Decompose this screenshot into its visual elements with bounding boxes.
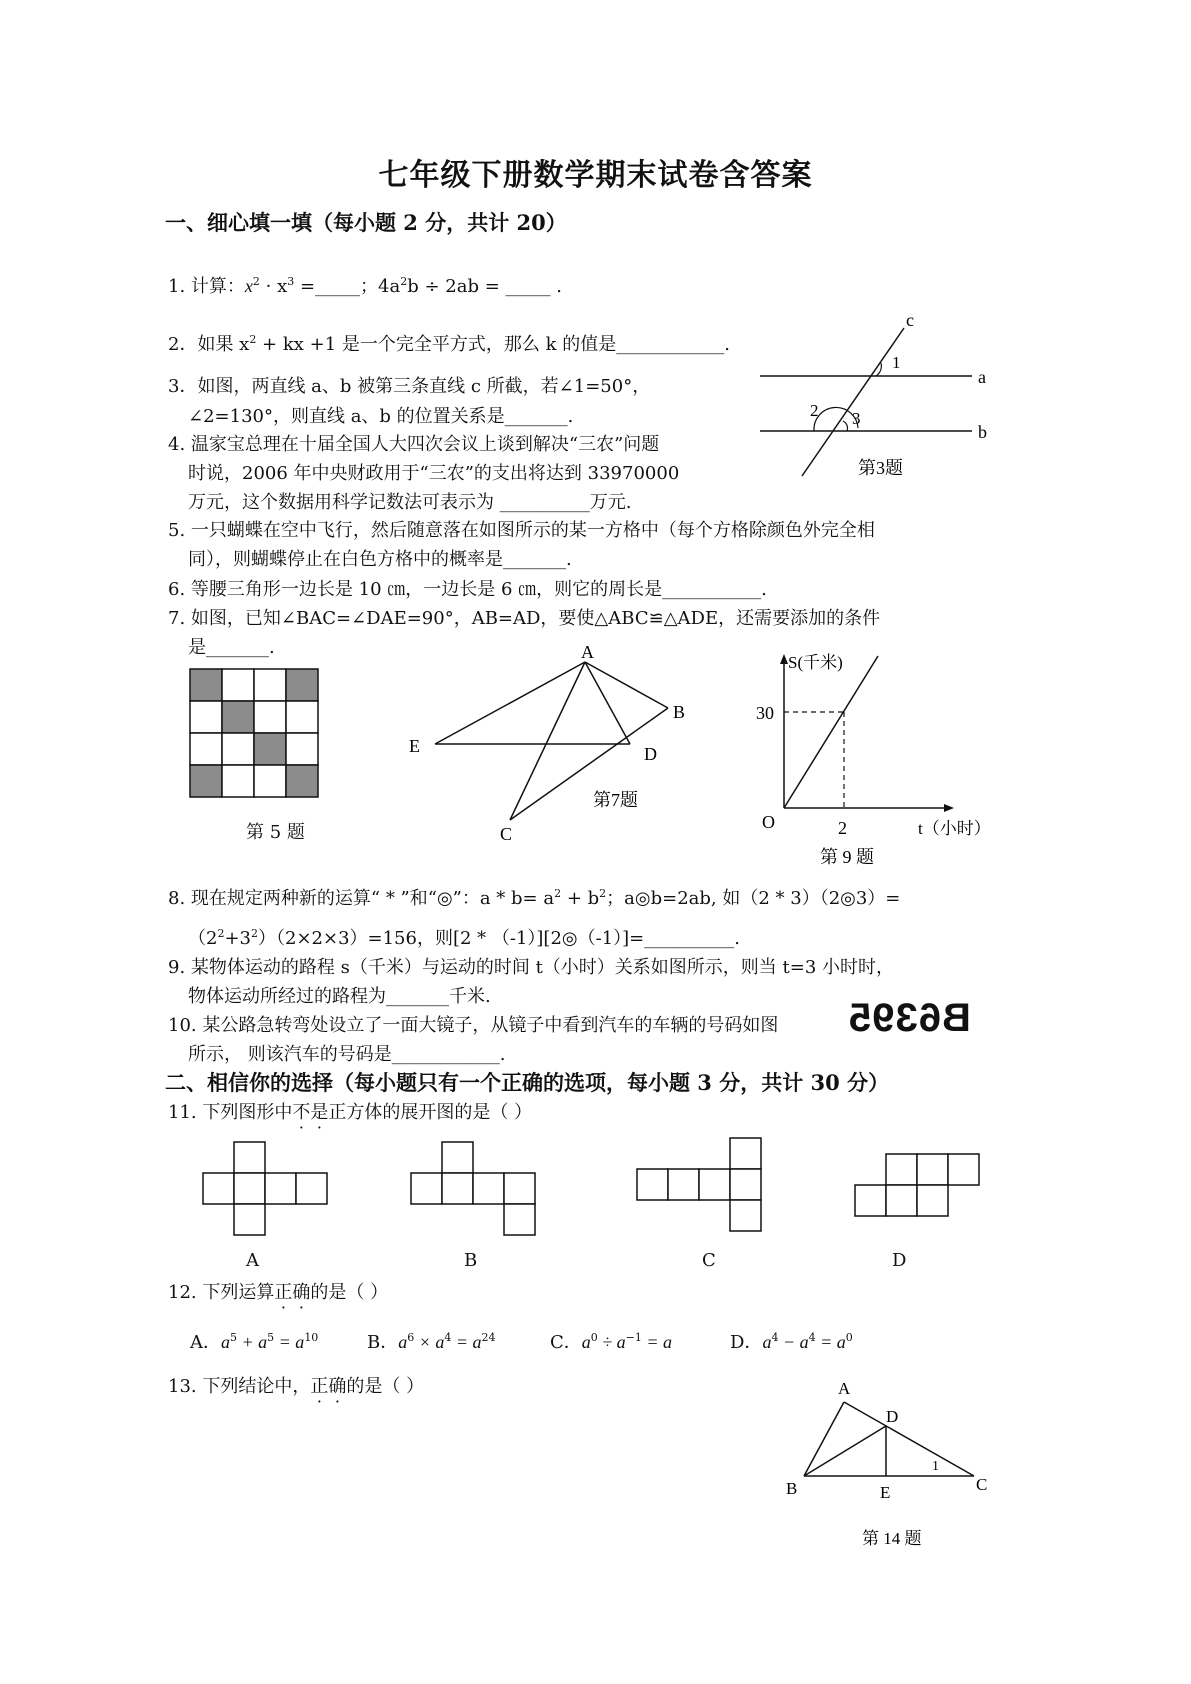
fig9-origin: O — [762, 812, 775, 832]
q13-emph-2: 确 — [328, 1376, 347, 1397]
option-label-C[interactable]: C — [702, 1250, 716, 1271]
option-label-A[interactable]: A — [246, 1250, 259, 1271]
fig7-caption: 第7题 — [593, 790, 638, 810]
option-label-B[interactable]: B — [464, 1250, 478, 1271]
q8-c: ；a◎b=2ab, 如（2 * 3）（2◎3）= — [606, 888, 901, 909]
net-D-square — [886, 1185, 917, 1216]
q12-a: 12. 下列运算 — [168, 1282, 275, 1303]
grid-cell — [286, 765, 318, 797]
fig3-caption: 第3题 — [858, 458, 903, 478]
fig14-label-C: C — [976, 1475, 988, 1494]
q1-blank1: =_____； — [294, 276, 379, 297]
net-B-square — [442, 1173, 473, 1204]
question-8-line-1 — [168, 884, 900, 910]
question-4-line-2: 时说，2006 年中央财政用于“三农”的支出将达到 33970000 — [188, 463, 680, 484]
fig7-label-D: D — [644, 744, 657, 764]
q13-a: 13. 下列结论中， — [168, 1376, 311, 1397]
net-C-square — [699, 1169, 730, 1200]
question-5-line-2: 同），则蝴蝶停止在白色方格中的概率是_______. — [188, 549, 572, 570]
q8-b: + b — [561, 888, 600, 909]
q8-exp3: 2 — [217, 927, 225, 940]
fig9-ylabel: S(千米) — [788, 653, 843, 672]
net-A-square — [234, 1204, 265, 1235]
q8-exp4: 2 — [251, 927, 258, 940]
figure-5-grid — [188, 667, 323, 805]
page-title: 七年级下册数学期末试卷含答案 — [378, 158, 813, 193]
question-3-line-2: ∠2=130°，则直线 a、b 的位置关系是_______. — [188, 406, 574, 427]
net-B-square — [504, 1204, 535, 1235]
fig14-label-E: E — [880, 1483, 891, 1502]
fig9-ytick-30: 30 — [756, 703, 774, 723]
net-A-square — [234, 1142, 265, 1173]
net-A-square — [234, 1173, 265, 1204]
net-B-square — [411, 1173, 442, 1204]
section-heading-1: 一、细心填一填（每小题 2 分，共计 20） — [165, 210, 567, 235]
grid-cell — [286, 669, 318, 701]
figure-3 — [750, 310, 1010, 485]
net-C-square — [730, 1138, 761, 1169]
q13-b: 的是（ ） — [346, 1376, 425, 1397]
q1-b: 4a — [378, 276, 401, 297]
fig3-label-2: 2 — [810, 401, 819, 420]
grid-cell — [254, 669, 286, 701]
net-D-square — [886, 1154, 917, 1185]
grid-cell — [254, 765, 286, 797]
q11-emph-2: 是 — [310, 1102, 329, 1123]
grid-cell — [254, 701, 286, 733]
fig14-label-1: 1 — [932, 1459, 939, 1474]
fig9-xlabel: t（小时） — [918, 819, 991, 838]
net-C-square — [730, 1169, 761, 1200]
q1-exp2: 3 — [287, 275, 295, 288]
q11-b: 正方体的展开图的是（ ） — [328, 1102, 533, 1123]
q12-option-A[interactable]: A．$a^5 + a^5 = a^{10}$ — [190, 1331, 319, 1353]
fig7-label-B: B — [673, 702, 686, 722]
fig7-label-E: E — [409, 736, 420, 756]
fig9-caption: 第 9 题 — [820, 847, 874, 867]
net-B-square — [504, 1173, 535, 1204]
grid-cell — [222, 765, 254, 797]
figure-14 — [780, 1374, 1000, 1554]
net-B-square — [473, 1173, 504, 1204]
q8-l2a: （2 — [188, 928, 218, 949]
q8-a: 8. 现在规定两种新的运算“ * ”和“◎”：a * b= a — [168, 888, 555, 909]
fig14-label-D: D — [886, 1407, 899, 1426]
net-C-square — [730, 1200, 761, 1231]
q2-b: + kx +1 是一个完全平方式，那么 k 的值是____________. — [256, 334, 730, 355]
fig7-label-C: C — [500, 824, 513, 842]
question-7-line-1: 7. 如图，已知∠BAC=∠DAE=90°，AB=AD，要使△ABC≌△ADE，还需要添加的条件 — [168, 608, 881, 629]
net-D-square — [917, 1154, 948, 1185]
fig3-label-3: 3 — [852, 409, 861, 428]
grid-cell — [190, 765, 222, 797]
fig3-label-c: c — [906, 310, 914, 330]
fig3-label-1: 1 — [892, 353, 901, 372]
net-A-square — [296, 1173, 327, 1204]
q1-prefix: 1. 计算： — [168, 276, 245, 297]
q12-option-B[interactable]: B．$a^6 \times a^4 = a^{24}$ — [367, 1331, 496, 1353]
grid-cell — [190, 669, 222, 701]
question-12 — [168, 1278, 388, 1304]
question-5-line-1: 5. 一只蝴蝶在空中飞行，然后随意落在如图所示的某一方格中（每个方格除颜色外完全相 — [168, 520, 875, 541]
q12-option-C[interactable]: C．$a^0 \div a^{-1} = a$ — [550, 1331, 673, 1353]
plate-text: B6395 — [848, 996, 971, 1040]
fig7-label-A: A — [581, 642, 594, 662]
question-10-line-2: 所示， 则该汽车的号码是____________. — [188, 1044, 506, 1065]
net-D-square — [855, 1185, 886, 1216]
section-heading-2: 二、相信你的选择（每小题只有一个正确的选项，每小题 3 分，共计 30 分） — [165, 1070, 890, 1095]
q8-exp1: 2 — [554, 887, 562, 900]
q1-x: x — [244, 276, 253, 296]
q1-blank2: _____ . — [505, 276, 562, 297]
net-C-square — [637, 1169, 668, 1200]
grid-cell — [254, 733, 286, 765]
net-C-square — [668, 1169, 699, 1200]
figure-9-graph — [740, 648, 1040, 873]
question-6: 6. 等腰三角形一边长是 10 ㎝，一边长是 6 ㎝，则它的周长是___________. — [168, 579, 767, 600]
mirrored-license-plate — [848, 996, 971, 1041]
net-D-square — [917, 1185, 948, 1216]
question-9-line-2: 物体运动所经过的路程为_______千米. — [188, 986, 491, 1007]
grid-cell — [286, 701, 318, 733]
fig14-label-B: B — [786, 1479, 798, 1498]
question-10-line-1: 10. 某公路急转弯处设立了一面大镜子，从镜子中看到汽车的车辆的号码如图 — [168, 1015, 779, 1036]
question-1 — [168, 272, 562, 298]
q12-emph-2: 确 — [292, 1282, 311, 1303]
q13-emph-1: 正 — [310, 1376, 329, 1397]
question-8-line-2 — [188, 924, 740, 950]
q1-c: b ÷ 2ab = — [407, 276, 506, 297]
q8-exp2: 2 — [599, 887, 607, 900]
question-11 — [168, 1098, 532, 1124]
net-A-square — [265, 1173, 296, 1204]
question-9-line-1: 9. 某物体运动的路程 s（千米）与运动的时间 t（小时）关系如图所示，则当 t=3 小时时， — [168, 957, 895, 978]
fig14-label-A: A — [838, 1379, 851, 1398]
q2-a: 2．如果 x — [168, 334, 250, 355]
grid-cell — [286, 733, 318, 765]
question-7-line-2: 是_______. — [188, 637, 275, 658]
net-D-square — [948, 1154, 979, 1185]
q1-dotx: · x — [259, 276, 288, 297]
question-3-line-1: 3．如图，两直线 a、b 被第三条直线 c 所截，若∠1=50°， — [168, 376, 651, 397]
net-B-square — [442, 1142, 473, 1173]
q12-option-D[interactable]: D．$a^4 - a^4 = a^0$ — [730, 1331, 853, 1353]
net-A-square — [203, 1173, 234, 1204]
q11-emph-1: 不 — [292, 1102, 311, 1123]
q1-exp1: 2 — [252, 275, 260, 288]
fig3-label-b: b — [978, 422, 987, 442]
question-2 — [168, 330, 730, 356]
option-label-D[interactable]: D — [892, 1250, 907, 1271]
grid-cell — [222, 669, 254, 701]
question-13 — [168, 1372, 424, 1398]
q2-exp: 2 — [249, 333, 257, 346]
grid-cell — [222, 733, 254, 765]
fig14-caption: 第 14 题 — [862, 1529, 922, 1548]
cube-nets — [195, 1134, 995, 1274]
q12-b: 的是（ ） — [310, 1282, 389, 1303]
q8-l2c: ）（2×2×3）=156，则[2 * （-1）][2◎（-1）]=__________. — [258, 928, 740, 949]
figure-7 — [405, 642, 705, 842]
grid-cell — [190, 701, 222, 733]
question-4-line-1: 4. 温家宝总理在十届全国人大四次会议上谈到解决“三农”问题 — [168, 434, 660, 455]
grid-cell — [222, 701, 254, 733]
q12-emph-1: 正 — [274, 1282, 293, 1303]
q1-exp3: 2 — [400, 275, 408, 288]
grid-cell — [190, 733, 222, 765]
q8-l2b: +3 — [224, 928, 251, 949]
fig5-caption: 第 5 题 — [246, 822, 305, 843]
fig9-xtick-2: 2 — [838, 818, 847, 838]
question-4-line-3: 万元，这个数据用科学记数法可表示为 __________万元. — [188, 492, 632, 513]
q11-a: 11. 下列图形中 — [168, 1102, 293, 1123]
fig3-label-a: a — [978, 367, 986, 387]
